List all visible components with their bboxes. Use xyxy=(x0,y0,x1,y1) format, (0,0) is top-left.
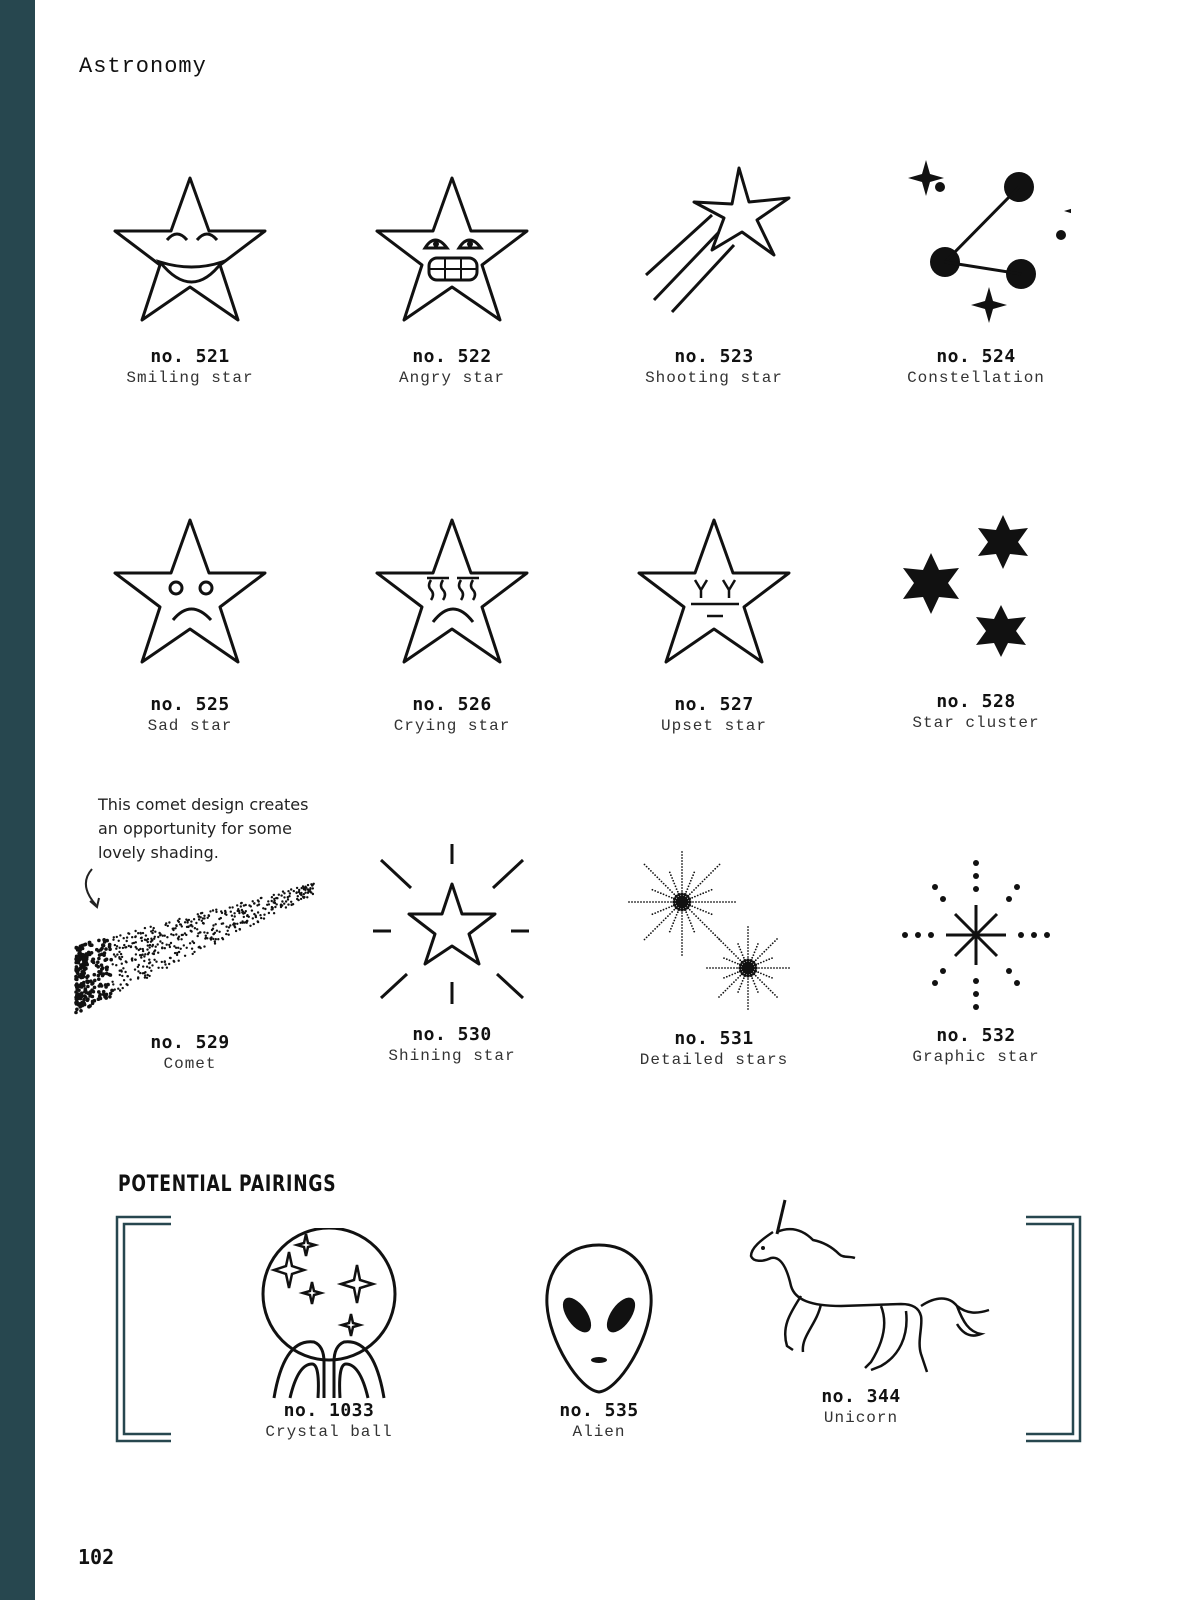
pairing-number: no. 1033 xyxy=(283,1400,375,1421)
design-tile xyxy=(584,850,844,1069)
comet-icon xyxy=(60,870,320,1020)
pairing-number: no. 535 xyxy=(559,1400,639,1421)
design-tile xyxy=(322,170,582,387)
shining-star-icon xyxy=(367,842,537,1017)
design-name: Detailed stars xyxy=(639,1051,789,1069)
design-tile xyxy=(60,170,320,387)
design-number: no. 524 xyxy=(936,346,1016,367)
pairing-number: no. 344 xyxy=(821,1386,901,1407)
design-name: Upset star xyxy=(660,717,767,735)
angry-star-icon xyxy=(367,170,537,330)
pairing-name: Crystal ball xyxy=(265,1423,393,1441)
pairing-tile xyxy=(199,1228,459,1441)
star-cluster-icon xyxy=(886,515,1066,672)
design-name: Sad star xyxy=(147,717,233,735)
design-number: no. 528 xyxy=(936,691,1016,712)
design-tile xyxy=(60,870,320,1073)
page-number: 102 xyxy=(78,1545,115,1569)
crystal-ball-icon xyxy=(254,1228,404,1400)
pairing-tile xyxy=(731,1196,991,1427)
alien-icon xyxy=(539,1240,659,1400)
design-name: Crying star xyxy=(393,717,511,735)
design-name: Smiling star xyxy=(126,369,254,387)
right-bracket xyxy=(1026,1215,1082,1443)
design-number: no. 532 xyxy=(936,1025,1016,1046)
graphic-star-icon xyxy=(891,855,1061,1015)
comet-design-note: This comet design creates an opportunity for some lovely shading. xyxy=(98,795,309,862)
pairing-name: Alien xyxy=(572,1423,626,1441)
page-spine xyxy=(0,0,35,1600)
design-tile xyxy=(584,160,844,387)
design-number: no. 522 xyxy=(412,346,492,367)
pairing-tile xyxy=(469,1240,729,1441)
design-number: no. 530 xyxy=(412,1024,492,1045)
design-number: no. 526 xyxy=(412,694,492,715)
design-tile xyxy=(60,512,320,735)
left-bracket xyxy=(115,1215,171,1443)
design-name: Star cluster xyxy=(912,714,1040,732)
upset-star-icon xyxy=(629,512,799,672)
design-name: Constellation xyxy=(907,369,1045,387)
crying-star-icon xyxy=(367,512,537,672)
design-number: no. 525 xyxy=(150,694,230,715)
design-number: no. 529 xyxy=(150,1032,230,1053)
section-title: Astronomy xyxy=(79,54,207,79)
detailed-stars-icon xyxy=(624,850,804,1022)
design-name: Comet xyxy=(163,1055,217,1073)
design-tile xyxy=(322,512,582,735)
design-name: Shining star xyxy=(388,1047,516,1065)
pairings-heading: POTENTIAL PAIRINGS xyxy=(118,1172,337,1197)
smiling-star-icon xyxy=(105,170,275,330)
unicorn-icon xyxy=(731,1196,991,1402)
design-tile xyxy=(846,855,1106,1066)
design-name: Graphic star xyxy=(912,1048,1040,1066)
design-name: Shooting star xyxy=(645,369,783,387)
design-tile xyxy=(322,842,582,1065)
design-number: no. 523 xyxy=(674,346,754,367)
design-tile xyxy=(584,512,844,735)
pairing-name: Unicorn xyxy=(823,1409,899,1427)
design-name: Angry star xyxy=(398,369,505,387)
sad-star-icon xyxy=(105,512,275,672)
constellation-icon xyxy=(881,155,1071,330)
design-number: no. 531 xyxy=(674,1028,754,1049)
design-number: no. 527 xyxy=(674,694,754,715)
shooting-star-icon xyxy=(624,160,804,330)
design-tile xyxy=(846,515,1106,732)
design-tile xyxy=(846,155,1106,387)
design-number: no. 521 xyxy=(150,346,230,367)
